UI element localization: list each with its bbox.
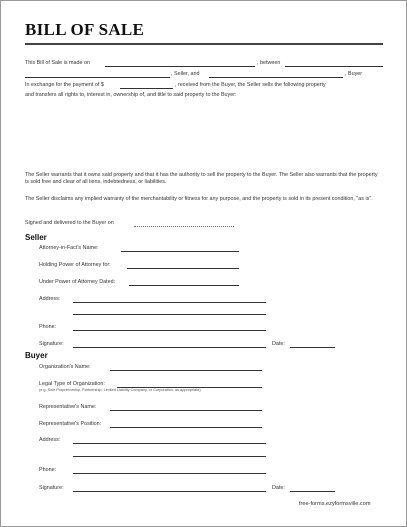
- buyer-rep-position-label: Representative's Position:: [39, 421, 102, 427]
- seller-signature-label: Signature:: [39, 341, 64, 347]
- seller-phone-field[interactable]: [73, 330, 266, 331]
- buyer-address-label: Address:: [39, 437, 61, 443]
- warranty-ownership: The Seller warrants that it owns said property and that it has the authority to sell the property to the Buyer. The Seller also warrants that the property is sold free and clear of all liens, indebtedness, or liabilities.: [25, 172, 378, 185]
- buyer-address-field-2[interactable]: [73, 456, 266, 457]
- seller-phone-label: Phone:: [39, 324, 57, 330]
- buyer-signature-label: Signature:: [39, 485, 64, 491]
- party-field-1[interactable]: [285, 66, 383, 67]
- buyer-date-label: Date:: [272, 485, 285, 491]
- seller-attorney-name-field[interactable]: [121, 251, 239, 252]
- buyer-rep-name-label: Representative's Name:: [39, 404, 97, 410]
- buyer-heading: Buyer: [25, 351, 48, 360]
- seller-address-field-1[interactable]: [73, 302, 266, 303]
- seller-address-label: Address:: [39, 296, 61, 302]
- buyer-phone-label: Phone:: [39, 467, 57, 473]
- delivered-on-label: Signed and delivered to the Buyer on: [25, 220, 114, 226]
- intro-made-on: This Bill of Sale is made on: [25, 60, 91, 66]
- seller-name-field[interactable]: [25, 77, 170, 78]
- seller-holding-poa-field[interactable]: [127, 268, 239, 269]
- seller-under-poa-field[interactable]: [129, 285, 239, 286]
- date-made-field[interactable]: [105, 66, 255, 67]
- intro-seller-and: , Seller, and: [171, 71, 200, 77]
- seller-holding-poa-label: Holding Power of Attorney for:: [39, 262, 111, 268]
- intro-received: , received from the Buyer, the Seller sells the following property: [175, 82, 326, 88]
- footer-source: free-forms.ezyformsville.com: [299, 501, 371, 507]
- buyer-name-field[interactable]: [209, 77, 343, 78]
- buyer-legal-type-note: (e.g. Sole Proprietorship, Partnership, Limited Liability Company, or Corporation, as appropriate): [39, 388, 201, 392]
- buyer-org-name-field[interactable]: [110, 370, 262, 371]
- buyer-org-name-label: Organization's Name:: [39, 364, 91, 370]
- intro-between: , between: [257, 60, 281, 66]
- seller-heading: Seller: [25, 233, 47, 242]
- buyer-legal-type-field[interactable]: [117, 387, 262, 388]
- intro-buyer: , Buyer: [345, 71, 363, 77]
- property-description-area[interactable]: [25, 101, 383, 169]
- intro-payment: In exchange for the payment of $: [25, 82, 104, 88]
- buyer-rep-position-field[interactable]: [110, 427, 262, 428]
- buyer-legal-type-label: Legal Type of Organization:: [39, 381, 105, 387]
- seller-date-label: Date:: [272, 341, 285, 347]
- buyer-phone-field[interactable]: [73, 473, 266, 474]
- warranty-disclaimer: The Seller disclaims any implied warranty of the merchantability or fitness for any purpose, and the property is sold in its present condition, "as is".: [25, 196, 373, 202]
- seller-address-field-2[interactable]: [73, 314, 266, 315]
- buyer-rep-name-field[interactable]: [110, 410, 262, 411]
- buyer-date-field[interactable]: [290, 491, 335, 492]
- seller-date-field[interactable]: [290, 347, 335, 348]
- title-rule: [25, 43, 383, 45]
- intro-transfer: and transfers all rights to, interest in, ownership of, and title to said property to the Buyer:: [25, 92, 237, 98]
- seller-attorney-name-label: Attorney-in-Fact's Name:: [39, 245, 99, 251]
- payment-amount-field[interactable]: [120, 88, 173, 89]
- seller-under-poa-label: Under Power of Attorney Dated:: [39, 279, 116, 285]
- buyer-address-field-1[interactable]: [73, 443, 266, 444]
- delivered-on-field[interactable]: [134, 226, 234, 227]
- buyer-signature-field[interactable]: [73, 491, 266, 492]
- seller-signature-field[interactable]: [73, 347, 266, 348]
- page-title: BILL OF SALE: [25, 20, 145, 39]
